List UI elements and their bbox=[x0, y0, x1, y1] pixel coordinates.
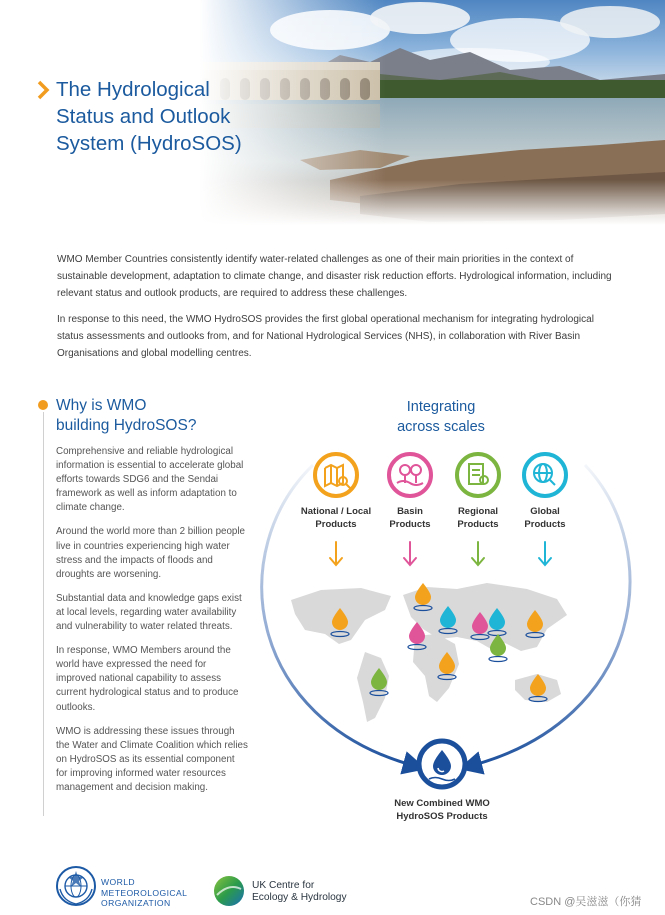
why-body bbox=[56, 445, 248, 795]
combined-product-circle bbox=[419, 741, 465, 787]
ukceh-logo-icon bbox=[213, 875, 245, 907]
down-arrow-icon bbox=[330, 542, 551, 565]
product-basin bbox=[389, 454, 431, 496]
why-paragraph: In response, WMO Members around the world have expressed the need for improved national capability to assess current hydrological status and to produce outlooks. bbox=[56, 645, 239, 713]
ukceh-name: UK Centre for Ecology & Hydrology bbox=[252, 880, 347, 903]
intro-paragraph-2: In response to this need, the WMO HydroSOS provides the first global operational mechanism for integrating hydrological status assessments and outlooks from, and for National Hydrological Services (NHS), in collaboration with River Basin Organisations and global modelling centres. bbox=[57, 314, 594, 359]
combined-products-label: New Combined WMO HydroSOS Products bbox=[394, 798, 490, 822]
world-map bbox=[291, 583, 567, 722]
why-section bbox=[38, 396, 253, 805]
product-regional bbox=[457, 454, 499, 496]
wmo-logo-icon bbox=[55, 865, 97, 907]
global-label: Global Products bbox=[524, 506, 566, 530]
product-national-local bbox=[315, 454, 357, 496]
intro-paragraph-1: WMO Member Countries consistently identify water-related challenges as one of their main priorities in the context of sustainable development, adaptation to climate change, and disaster risk reduction efforts. Hydrological information, including relevant status and outlook products, are required to address these challenges. bbox=[57, 254, 612, 299]
why-paragraph: Around the world more than 2 billion people live in countries experiencing high water stress and the impacts of floods and droughts are worsening. bbox=[56, 526, 245, 580]
why-paragraph: Substantial data and knowledge gaps exist at local levels, regarding water availability and vulnerability to water related threats. bbox=[56, 592, 242, 633]
title-block bbox=[36, 76, 266, 157]
wmo-name: WORLD METEOROLOGICAL ORGANIZATION bbox=[101, 877, 188, 909]
why-paragraph: Comprehensive and reliable hydrological information is essential to accelerate global efforts towards SDG6 and the Sendai framework as well as inform adaptation to climate change. bbox=[56, 446, 244, 514]
watermark: CSDN @吴滋滋（你猜 bbox=[530, 896, 642, 908]
regional-label: Regional Products bbox=[457, 506, 499, 530]
why-heading: Why is WMO building HydroSOS? bbox=[56, 397, 197, 434]
product-global bbox=[524, 454, 566, 496]
page-title: The Hydrological Status and Outlook System (HydroSOS) bbox=[56, 78, 242, 155]
chevron-right-icon bbox=[36, 80, 50, 100]
intro-text bbox=[57, 252, 617, 373]
national-local-label: National / Local Products bbox=[300, 506, 372, 530]
basin-label: Basin Products bbox=[389, 506, 431, 530]
why-paragraph: WMO is addressing these issues through the Water and Climate Coalition which relies on HydroSOS as its essential component for improving informed water resources management and decision making. bbox=[56, 725, 248, 793]
diagram-heading: Integrating across scales bbox=[397, 399, 485, 435]
vertical-divider bbox=[43, 412, 44, 816]
diagram-graphic bbox=[255, 390, 665, 830]
integration-diagram bbox=[255, 390, 665, 830]
bullet-dot-icon bbox=[38, 400, 48, 410]
